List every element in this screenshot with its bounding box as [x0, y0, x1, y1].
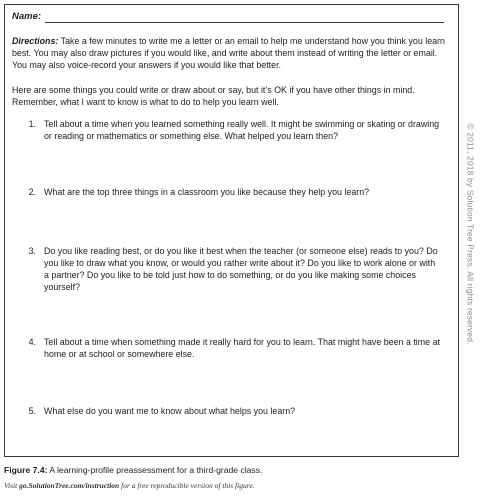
- directions-text: Take a few minutes to write me a letter or an email to help me understand how you think you learn best. You may also draw pictures if you would like, and write about them instead of writing the letter or email. You may also voice-record your answers if you would like that better.: [12, 36, 445, 70]
- question-item: [12, 405, 442, 417]
- question-number: 4.: [28, 337, 36, 347]
- worksheet-frame: [4, 4, 459, 457]
- footnote-prefix: Visit: [4, 481, 20, 490]
- question-number: 5.: [28, 406, 36, 416]
- question-text: Do you like reading best, or do you like it best when the teacher (or someone else) reads to you? Do you like to draw what you know, or would you rather write about it? Do you like to work alone or with a partner? Do you like to be told just how to do something, or do you like making some choices yourself?: [44, 246, 438, 292]
- question-text: What else do you want me to know about what helps you learn?: [44, 406, 296, 416]
- name-blank-line: [45, 13, 444, 23]
- intro-paragraph: Here are some things you could write or draw about or say, but it’s OK if you have other things in mind. Remember, what I want to know is what to do to help you learn well.: [12, 85, 415, 107]
- question-text: Tell about a time when you learned something really well. It might be swimming or skating or drawing or reading or mathematics or something else. What helped you learn then?: [44, 119, 440, 141]
- question-text: What are the top three things in a classroom you like because they help you learn?: [44, 187, 370, 197]
- question-text: Tell about a time when something made it really hard for you to learn. That might have been a time at home or at school or somewhere else.: [44, 337, 440, 359]
- name-field-row: [12, 11, 444, 23]
- name-label: Name:: [12, 11, 42, 22]
- figure-label: Figure 7.4:: [4, 465, 48, 475]
- figure-caption-text: A learning-profile preassessment for a third-grade class.: [47, 465, 263, 475]
- directions-label: Directions:: [12, 36, 59, 46]
- question-item: [12, 245, 442, 293]
- question-item: [12, 186, 442, 198]
- copyright-notice: © 2011, 2018 by Solution Tree Press. All rights reserved.: [466, 123, 477, 345]
- footnote-suffix: for a free reproducible version of this figure.: [119, 481, 255, 490]
- copyright-sidebar: [461, 14, 481, 454]
- directions-paragraph: [12, 35, 448, 71]
- question-number: 2.: [28, 187, 36, 197]
- question-item: [12, 118, 442, 142]
- footnote-url: go.SolutionTree.com/instruction: [19, 481, 120, 490]
- figure-caption: [4, 465, 262, 476]
- question-item: [12, 336, 442, 360]
- question-number: 3.: [28, 246, 36, 256]
- question-number: 1.: [28, 119, 36, 129]
- reproducible-footnote: [4, 481, 255, 491]
